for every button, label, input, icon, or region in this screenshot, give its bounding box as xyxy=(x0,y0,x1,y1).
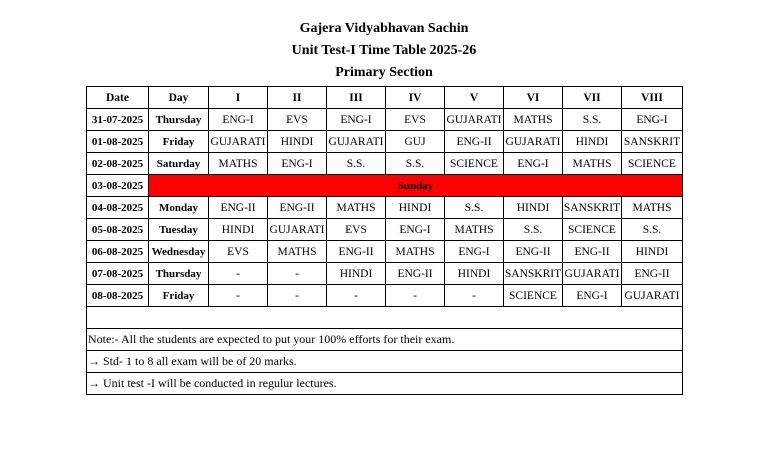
table-row xyxy=(87,131,683,153)
day-cell: Wednesday xyxy=(149,241,209,263)
column-header: Date xyxy=(87,87,149,109)
column-header: I xyxy=(209,87,268,109)
subject-cell: - xyxy=(386,285,445,307)
note-row xyxy=(87,351,683,373)
subject-cell: GUJARATI xyxy=(622,285,683,307)
column-header: VII xyxy=(563,87,622,109)
spacer-cell xyxy=(87,307,683,329)
table-row xyxy=(87,263,683,285)
subject-cell: ENG-I xyxy=(209,109,268,131)
date-cell: 03-08-2025 xyxy=(87,175,149,197)
day-cell: Monday xyxy=(149,197,209,219)
timetable xyxy=(86,86,683,395)
subject-cell: HINDI xyxy=(209,219,268,241)
column-header: VI xyxy=(504,87,563,109)
column-header: VIII xyxy=(622,87,683,109)
subject-cell: ENG-II xyxy=(622,263,683,285)
subject-cell: GUJ xyxy=(386,131,445,153)
subject-cell: GUJARATI xyxy=(268,219,327,241)
subject-cell: - xyxy=(268,285,327,307)
day-cell: Friday xyxy=(149,131,209,153)
table-row xyxy=(87,241,683,263)
subject-cell: - xyxy=(445,285,504,307)
subject-cell: MATHS xyxy=(386,241,445,263)
column-header: II xyxy=(268,87,327,109)
subject-cell: GUJARATI xyxy=(209,131,268,153)
holiday-cell: Sunday xyxy=(149,175,683,197)
date-cell: 07-08-2025 xyxy=(87,263,149,285)
subject-cell: GUJARATI xyxy=(445,109,504,131)
table-row xyxy=(87,109,683,131)
column-header: IV xyxy=(386,87,445,109)
subject-cell: SCIENCE xyxy=(504,285,563,307)
date-cell: 08-08-2025 xyxy=(87,285,149,307)
school-name: Gajera Vidyabhavan Sachin xyxy=(299,21,469,36)
subject-cell: ENG-I xyxy=(268,153,327,175)
timetable-body xyxy=(87,109,683,395)
subject-cell: SCIENCE xyxy=(622,153,683,175)
subject-cell: ENG-II xyxy=(563,241,622,263)
section-name: Primary Section xyxy=(335,65,433,80)
subject-cell: SCIENCE xyxy=(563,219,622,241)
subject-cell: HINDI xyxy=(327,263,386,285)
subject-cell: - xyxy=(209,285,268,307)
subject-cell: ENG-II xyxy=(504,241,563,263)
table-row xyxy=(87,153,683,175)
date-cell: 04-08-2025 xyxy=(87,197,149,219)
subject-cell: S.S. xyxy=(445,197,504,219)
subject-cell: SCIENCE xyxy=(445,153,504,175)
table-row xyxy=(87,219,683,241)
subject-cell: SANSKRIT xyxy=(622,131,683,153)
subject-cell: EVS xyxy=(209,241,268,263)
day-cell: Friday xyxy=(149,285,209,307)
column-header: III xyxy=(327,87,386,109)
table-row xyxy=(87,197,683,219)
subject-cell: HINDI xyxy=(445,263,504,285)
subject-cell: GUJARATI xyxy=(563,263,622,285)
subject-cell: HINDI xyxy=(563,131,622,153)
subject-cell: MATHS xyxy=(268,241,327,263)
note-text: → Std- 1 to 8 all exam will be of 20 marks. xyxy=(87,351,683,373)
note-row xyxy=(87,373,683,395)
date-cell: 02-08-2025 xyxy=(87,153,149,175)
subject-cell: ENG-I xyxy=(504,153,563,175)
subject-cell: S.S. xyxy=(622,219,683,241)
subject-cell: ENG-II xyxy=(445,131,504,153)
subject-cell: S.S. xyxy=(563,109,622,131)
subject-cell: EVS xyxy=(327,219,386,241)
subject-cell: ENG-I xyxy=(445,241,504,263)
subject-cell: MATHS xyxy=(445,219,504,241)
date-cell: 06-08-2025 xyxy=(87,241,149,263)
date-cell: 31-07-2025 xyxy=(87,109,149,131)
subject-cell: EVS xyxy=(268,109,327,131)
subject-cell: - xyxy=(268,263,327,285)
table-row xyxy=(87,285,683,307)
date-cell: 05-08-2025 xyxy=(87,219,149,241)
subject-cell: S.S. xyxy=(504,219,563,241)
subject-cell: GUJARATI xyxy=(504,131,563,153)
subject-cell: ENG-I xyxy=(563,285,622,307)
subject-cell: ENG-I xyxy=(327,109,386,131)
subject-cell: MATHS xyxy=(504,109,563,131)
subject-cell: - xyxy=(327,285,386,307)
subject-cell: MATHS xyxy=(622,197,683,219)
header-row xyxy=(87,87,683,109)
spacer-row xyxy=(87,307,683,329)
subject-cell: ENG-I xyxy=(386,219,445,241)
subject-cell: SANSKRIT xyxy=(504,263,563,285)
subject-cell: SANSKRIT xyxy=(563,197,622,219)
subject-cell: ENG-I xyxy=(622,109,683,131)
date-cell: 01-08-2025 xyxy=(87,131,149,153)
subject-cell: HINDI xyxy=(504,197,563,219)
subject-cell: ENG-II xyxy=(386,263,445,285)
subject-cell: S.S. xyxy=(327,153,386,175)
subject-cell: MATHS xyxy=(209,153,268,175)
column-header: V xyxy=(445,87,504,109)
subject-cell: ENG-II xyxy=(209,197,268,219)
note-row xyxy=(87,329,683,351)
subject-cell: ENG-II xyxy=(268,197,327,219)
subject-cell: HINDI xyxy=(268,131,327,153)
subject-cell: MATHS xyxy=(563,153,622,175)
subject-cell: MATHS xyxy=(327,197,386,219)
day-cell: Thursday xyxy=(149,109,209,131)
subject-cell: - xyxy=(209,263,268,285)
column-header: Day xyxy=(149,87,209,109)
subject-cell: S.S. xyxy=(386,153,445,175)
day-cell: Saturday xyxy=(149,153,209,175)
document-header xyxy=(0,18,768,84)
note-text: Note:- All the students are expected to put your 100% efforts for their exam. xyxy=(87,329,683,351)
subject-cell: ENG-II xyxy=(327,241,386,263)
subject-cell: HINDI xyxy=(622,241,683,263)
table-row xyxy=(87,175,683,197)
subject-cell: HINDI xyxy=(386,197,445,219)
subject-cell: GUJARATI xyxy=(327,131,386,153)
document-title: Unit Test-I Time Table 2025-26 xyxy=(291,43,477,58)
day-cell: Thursday xyxy=(149,263,209,285)
day-cell: Tuesday xyxy=(149,219,209,241)
note-text: → Unit test -I will be conducted in regulur lectures. xyxy=(87,373,683,395)
subject-cell: EVS xyxy=(386,109,445,131)
